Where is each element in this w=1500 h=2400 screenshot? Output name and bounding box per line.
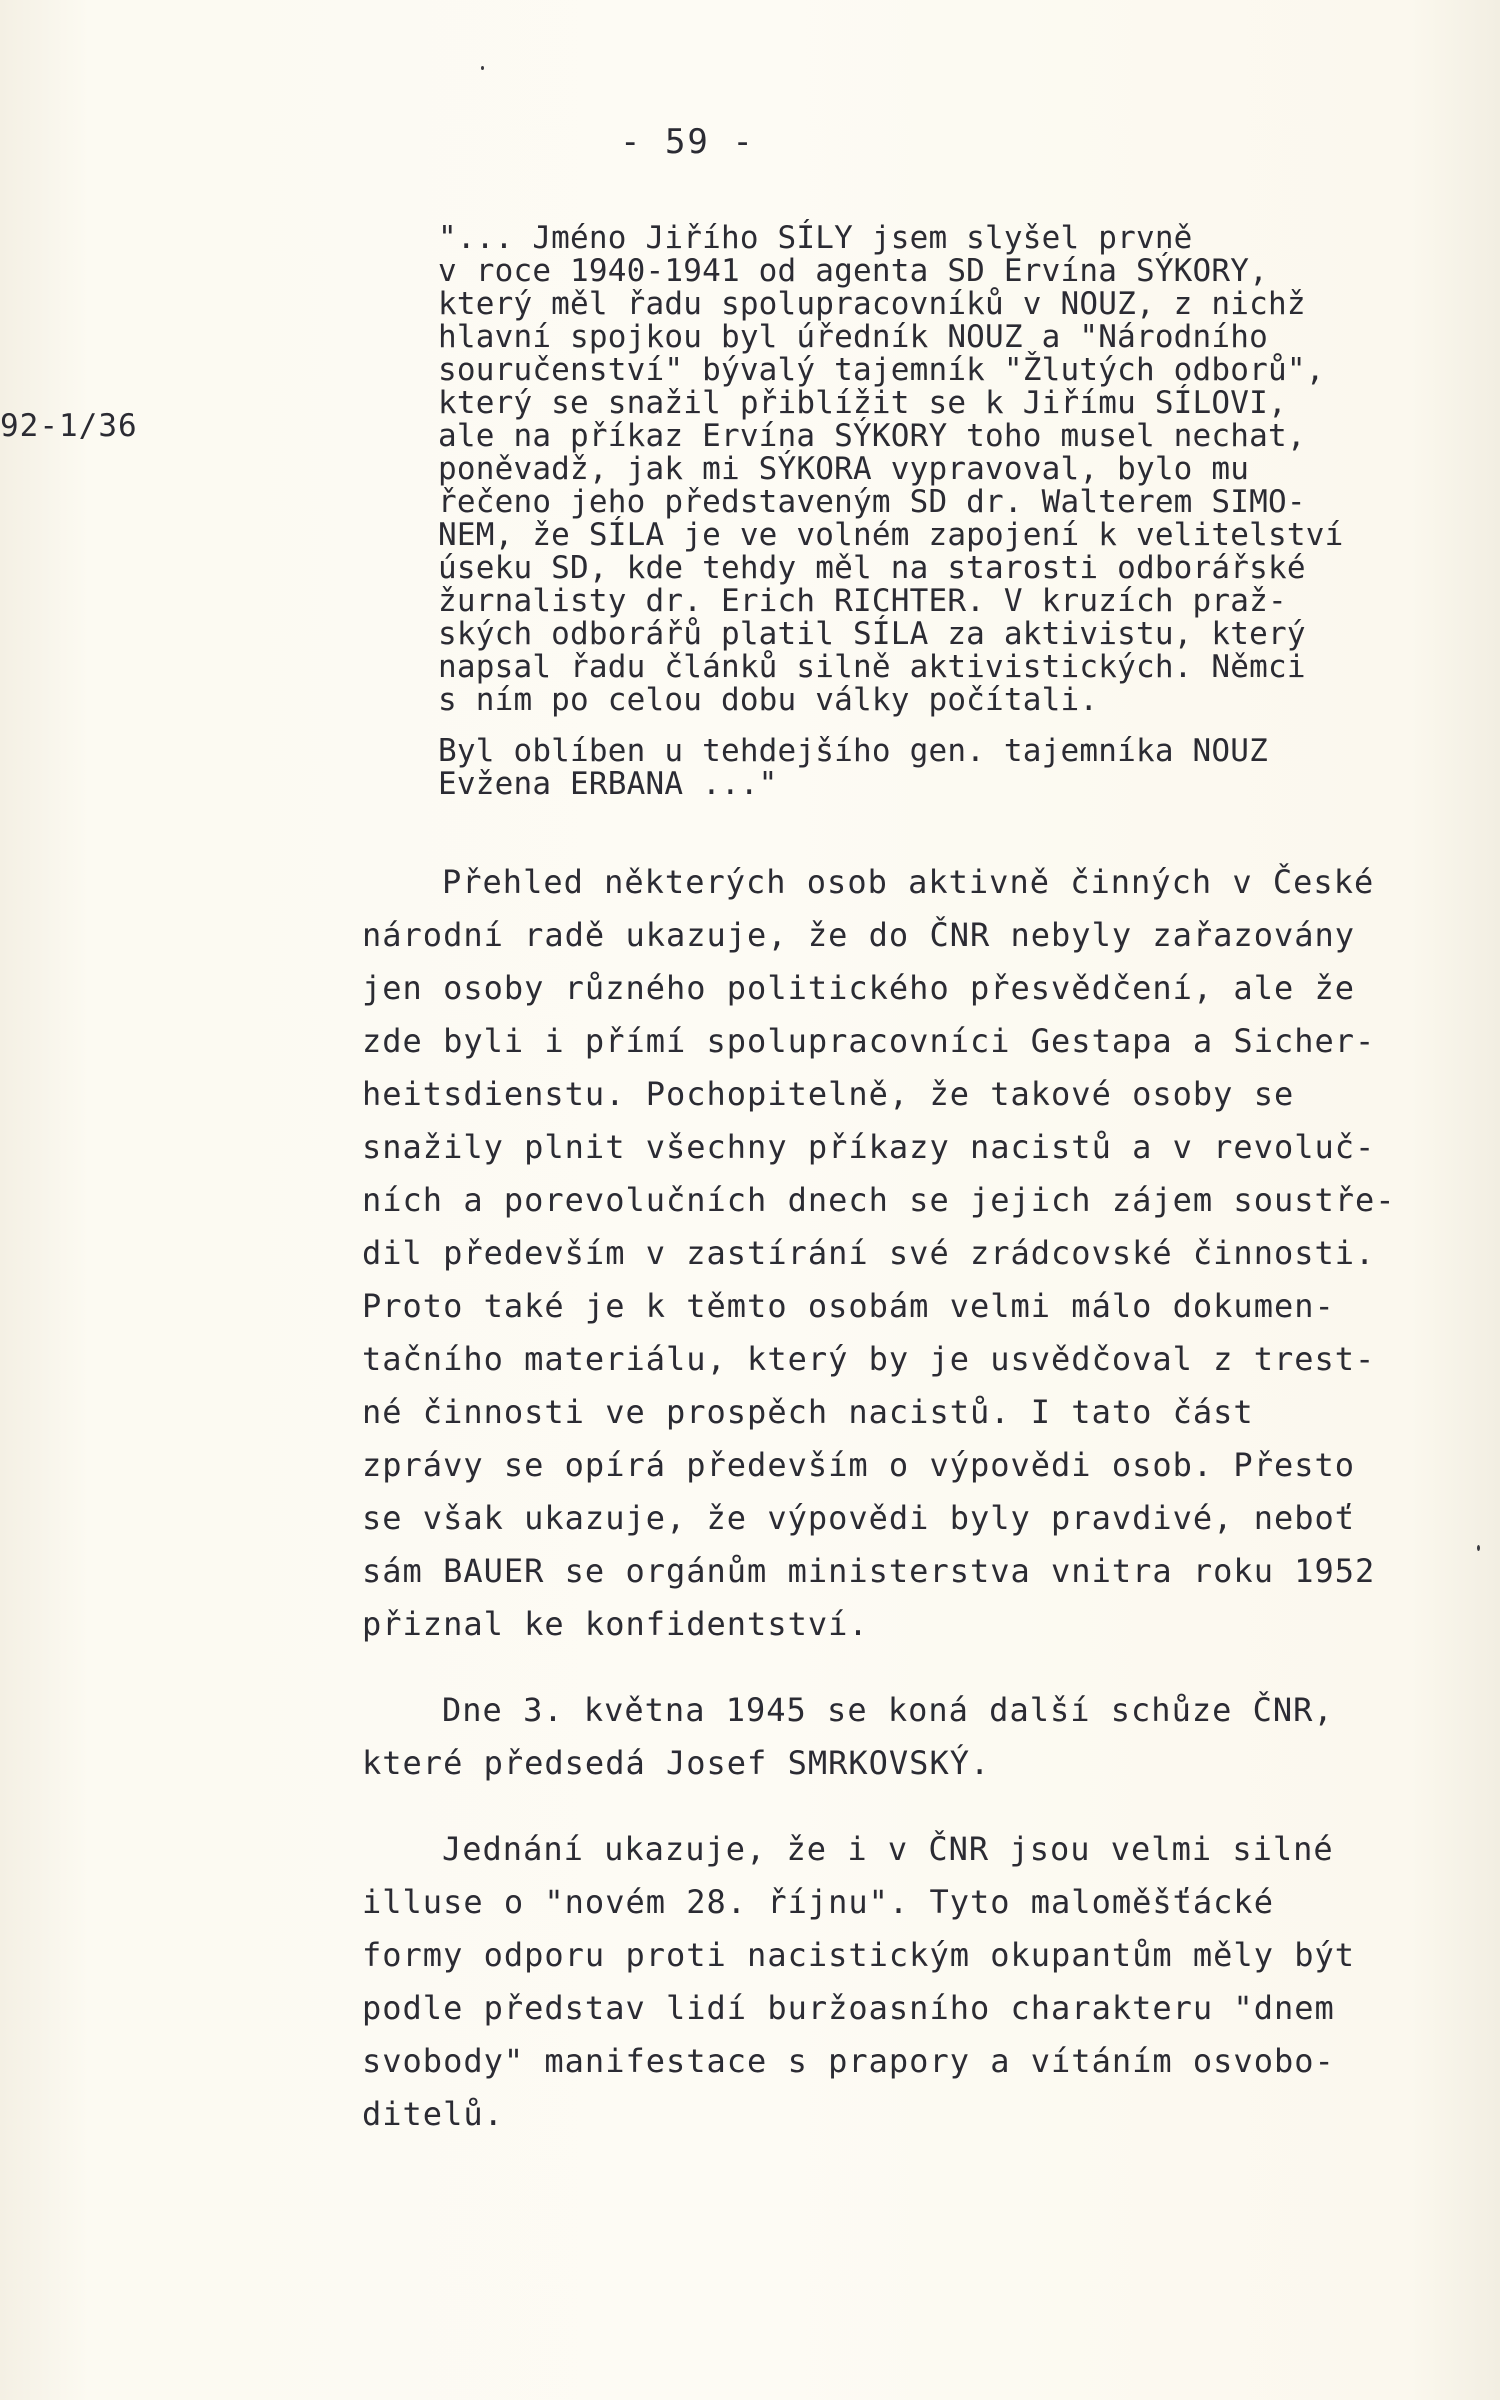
- body-line: sám BAUER se orgánům ministerstva vnitra roku 1952: [362, 1552, 1376, 1590]
- body-line: národní radě ukazuje, že do ČNR nebyly zařazovány: [362, 916, 1356, 954]
- quote-line: který měl řadu spolupracovníků v NOUZ, z nichž: [438, 286, 1306, 322]
- body-line: ních a porevolučních dnech se jejich zájem soustře-: [362, 1181, 1396, 1219]
- quote-line: hlavní spojkou byl úředník NOUZ a "Národního: [438, 319, 1268, 355]
- quote-line: s ním po celou dobu války počítali.: [438, 682, 1099, 718]
- body-line: podle představ lidí buržoasního charakteru "dnem: [362, 1989, 1335, 2027]
- quote-line: který se snažil přiblížit se k Jiřímu SÍLOVI,: [438, 385, 1287, 421]
- body-line: se však ukazuje, že výpovědi byly pravdivé, neboť: [362, 1499, 1356, 1537]
- quote-line: žurnalisty dr. Erich RICHTER. V kruzích praž-: [438, 583, 1287, 619]
- paper-speck: [481, 66, 484, 70]
- body-paragraph-2: [362, 1684, 1472, 1790]
- body-line: Proto také je k těmto osobám velmi málo dokumen-: [362, 1287, 1335, 1325]
- quote-line: úseku SD, kde tehdy měl na starosti odborářské: [438, 550, 1306, 586]
- body-line: snažily plnit všechny příkazy nacistů a v revoluč-: [362, 1128, 1376, 1166]
- body-line: illuse o "novém 28. říjnu". Tyto maloměšťácké: [362, 1883, 1274, 1921]
- quote-line: ských odborářů platil SÍLA za aktivistu, který: [438, 616, 1306, 652]
- body-line: dil především v zastírání své zrádcovské činnosti.: [362, 1234, 1376, 1272]
- report-body: [362, 856, 1472, 2174]
- quoted-testimony: [438, 222, 1468, 819]
- body-line: né činnosti ve prospěch nacistů. I tato část: [362, 1393, 1254, 1431]
- quote-line: Byl oblíben u tehdejšího gen. tajemníka NOUZ: [438, 733, 1268, 769]
- body-line: které předsedá Josef SMRKOVSKÝ.: [362, 1744, 991, 1782]
- body-line: Jednání ukazuje, že i v ČNR jsou velmi silné: [442, 1830, 1334, 1868]
- paper-speck: [1477, 1545, 1480, 1551]
- body-line: zde byli i přímí spolupracovníci Gestapa a Sicher-: [362, 1022, 1376, 1060]
- body-line: formy odporu proti nacistickým okupantům měly být: [362, 1936, 1356, 1974]
- margin-reference: 92-1/36: [0, 408, 138, 444]
- quote-paragraph-1: [438, 222, 1468, 717]
- body-line: zprávy se opírá především o výpovědi osob. Přesto: [362, 1446, 1356, 1484]
- quote-line: ale na příkaz Ervína SÝKORY toho musel nechat,: [438, 418, 1306, 454]
- body-line: heitsdienstu. Pochopitelně, že takové osoby se: [362, 1075, 1295, 1113]
- quote-line: souručenství" bývalý tajemník "Žlutých odborů",: [438, 352, 1325, 388]
- quote-line: "... Jméno Jiřího SÍLY jsem slyšel prvně: [438, 220, 1193, 256]
- quote-line: v roce 1940-1941 od agenta SD Ervína SÝKORY,: [438, 253, 1268, 289]
- body-line: ditelů.: [362, 2095, 504, 2133]
- body-line: tačního materiálu, který by je usvědčoval z trest-: [362, 1340, 1376, 1378]
- body-paragraph-1: [362, 856, 1472, 1651]
- body-line: svobody" manifestace s prapory a vítáním osvobo-: [362, 2042, 1335, 2080]
- body-line: jen osoby různého politického přesvědčení, ale že: [362, 969, 1356, 1007]
- body-line: Dne 3. května 1945 se koná další schůze ČNR,: [442, 1691, 1334, 1729]
- page-number: - 59 -: [620, 122, 755, 162]
- quote-line: NEM, že SÍLA je ve volném zapojení k velitelství: [438, 517, 1344, 553]
- body-paragraph-3: [362, 1823, 1472, 2141]
- quote-line: řečeno jeho představeným SD dr. Walterem SIMO-: [438, 484, 1306, 520]
- quote-line: napsal řadu článků silně aktivistických. Němci: [438, 649, 1306, 685]
- quote-line: Evžena ERBANA ...": [438, 766, 778, 802]
- quote-paragraph-2: [438, 735, 1468, 801]
- body-line: přiznal ke konfidentství.: [362, 1605, 869, 1643]
- quote-line: poněvadž, jak mi SÝKORA vypravoval, bylo mu: [438, 451, 1250, 487]
- body-line: Přehled některých osob aktivně činných v České: [442, 863, 1375, 901]
